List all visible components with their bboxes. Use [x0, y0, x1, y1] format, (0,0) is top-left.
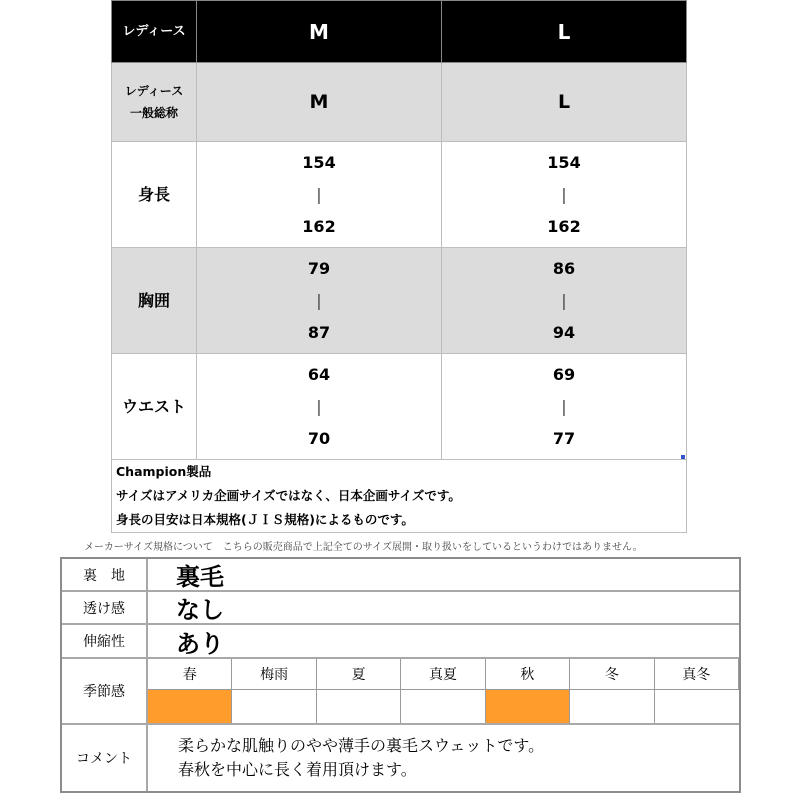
general-size-row	[112, 63, 687, 142]
chest-l-range: 86 | 94	[442, 248, 687, 354]
chest-label: 胸囲	[112, 248, 197, 354]
chest-row	[112, 248, 687, 354]
season-indicator-spring	[148, 690, 232, 723]
waist-m-range: 64 | 70	[197, 354, 442, 460]
size-notes	[112, 460, 687, 533]
size-m-header: M	[197, 1, 442, 63]
chest-m-range: 79 | 87	[197, 248, 442, 354]
season-indicator-autumn	[486, 690, 570, 723]
comment-line-1: 柔らかな肌触りのやや薄手の裏毛スウェットです。	[178, 736, 545, 755]
lining-label: 裏 地	[62, 559, 148, 590]
comment-label: コメント	[62, 725, 148, 791]
attribute-table	[60, 557, 741, 793]
season-indicator-rainy	[232, 690, 316, 723]
height-label: 身長	[112, 142, 197, 248]
waist-row	[112, 354, 687, 460]
note-height-standard: 身長の目安は日本規格(ＪＩＳ規格)によるものです。	[116, 512, 414, 527]
size-header-row	[112, 1, 687, 63]
general-size-l: L	[442, 63, 687, 142]
season-indicator-summer	[317, 690, 401, 723]
season-midsummer: 真夏	[401, 659, 485, 690]
sheer-value: なし	[176, 596, 224, 624]
notes-row	[112, 460, 687, 533]
season-indicator-midsummer	[401, 690, 485, 723]
season-rainy: 梅雨	[232, 659, 316, 690]
general-size-label: レディース 一般総称	[112, 63, 197, 142]
waist-label: ウエスト	[112, 354, 197, 460]
season-row	[62, 659, 739, 725]
size-l-header: L	[442, 1, 687, 63]
comment-row	[62, 725, 739, 791]
size-chart-table	[111, 0, 687, 533]
header-label: レディース	[112, 1, 197, 63]
comment-line-2: 春秋を中心に長く着用頂けます。	[178, 760, 417, 779]
comment-text	[148, 725, 739, 791]
season-label: 季節感	[62, 659, 148, 723]
general-size-m: M	[197, 63, 442, 142]
height-row	[112, 142, 687, 248]
season-winter: 冬	[570, 659, 654, 690]
lining-value: 裏毛	[176, 563, 224, 591]
waist-l-range: 69 | 77	[442, 354, 687, 460]
table-resize-handle-icon	[681, 455, 685, 459]
stretch-row	[62, 625, 739, 659]
season-midwinter: 真冬	[655, 659, 739, 690]
stretch-label: 伸縮性	[62, 625, 148, 657]
note-brand: Champion製品	[116, 464, 212, 479]
height-m-range: 154 | 162	[197, 142, 442, 248]
season-grid	[148, 659, 739, 723]
season-spring: 春	[148, 659, 232, 690]
season-summer: 夏	[317, 659, 401, 690]
height-l-range: 154 | 162	[442, 142, 687, 248]
stretch-value: あり	[176, 629, 224, 658]
sheer-label: 透け感	[62, 592, 148, 623]
season-indicator-midwinter	[655, 690, 739, 723]
lining-row	[62, 559, 739, 592]
season-autumn: 秋	[486, 659, 570, 690]
sheer-row	[62, 592, 739, 625]
season-indicator-winter	[570, 690, 654, 723]
maker-size-note: メーカーサイズ規格について こちらの販売商品で上記全てのサイズ展開・取り扱いをしているというわけではありません。	[84, 542, 643, 553]
note-sizing: サイズはアメリカ企画サイズではなく、日本企画サイズです。	[116, 488, 461, 503]
